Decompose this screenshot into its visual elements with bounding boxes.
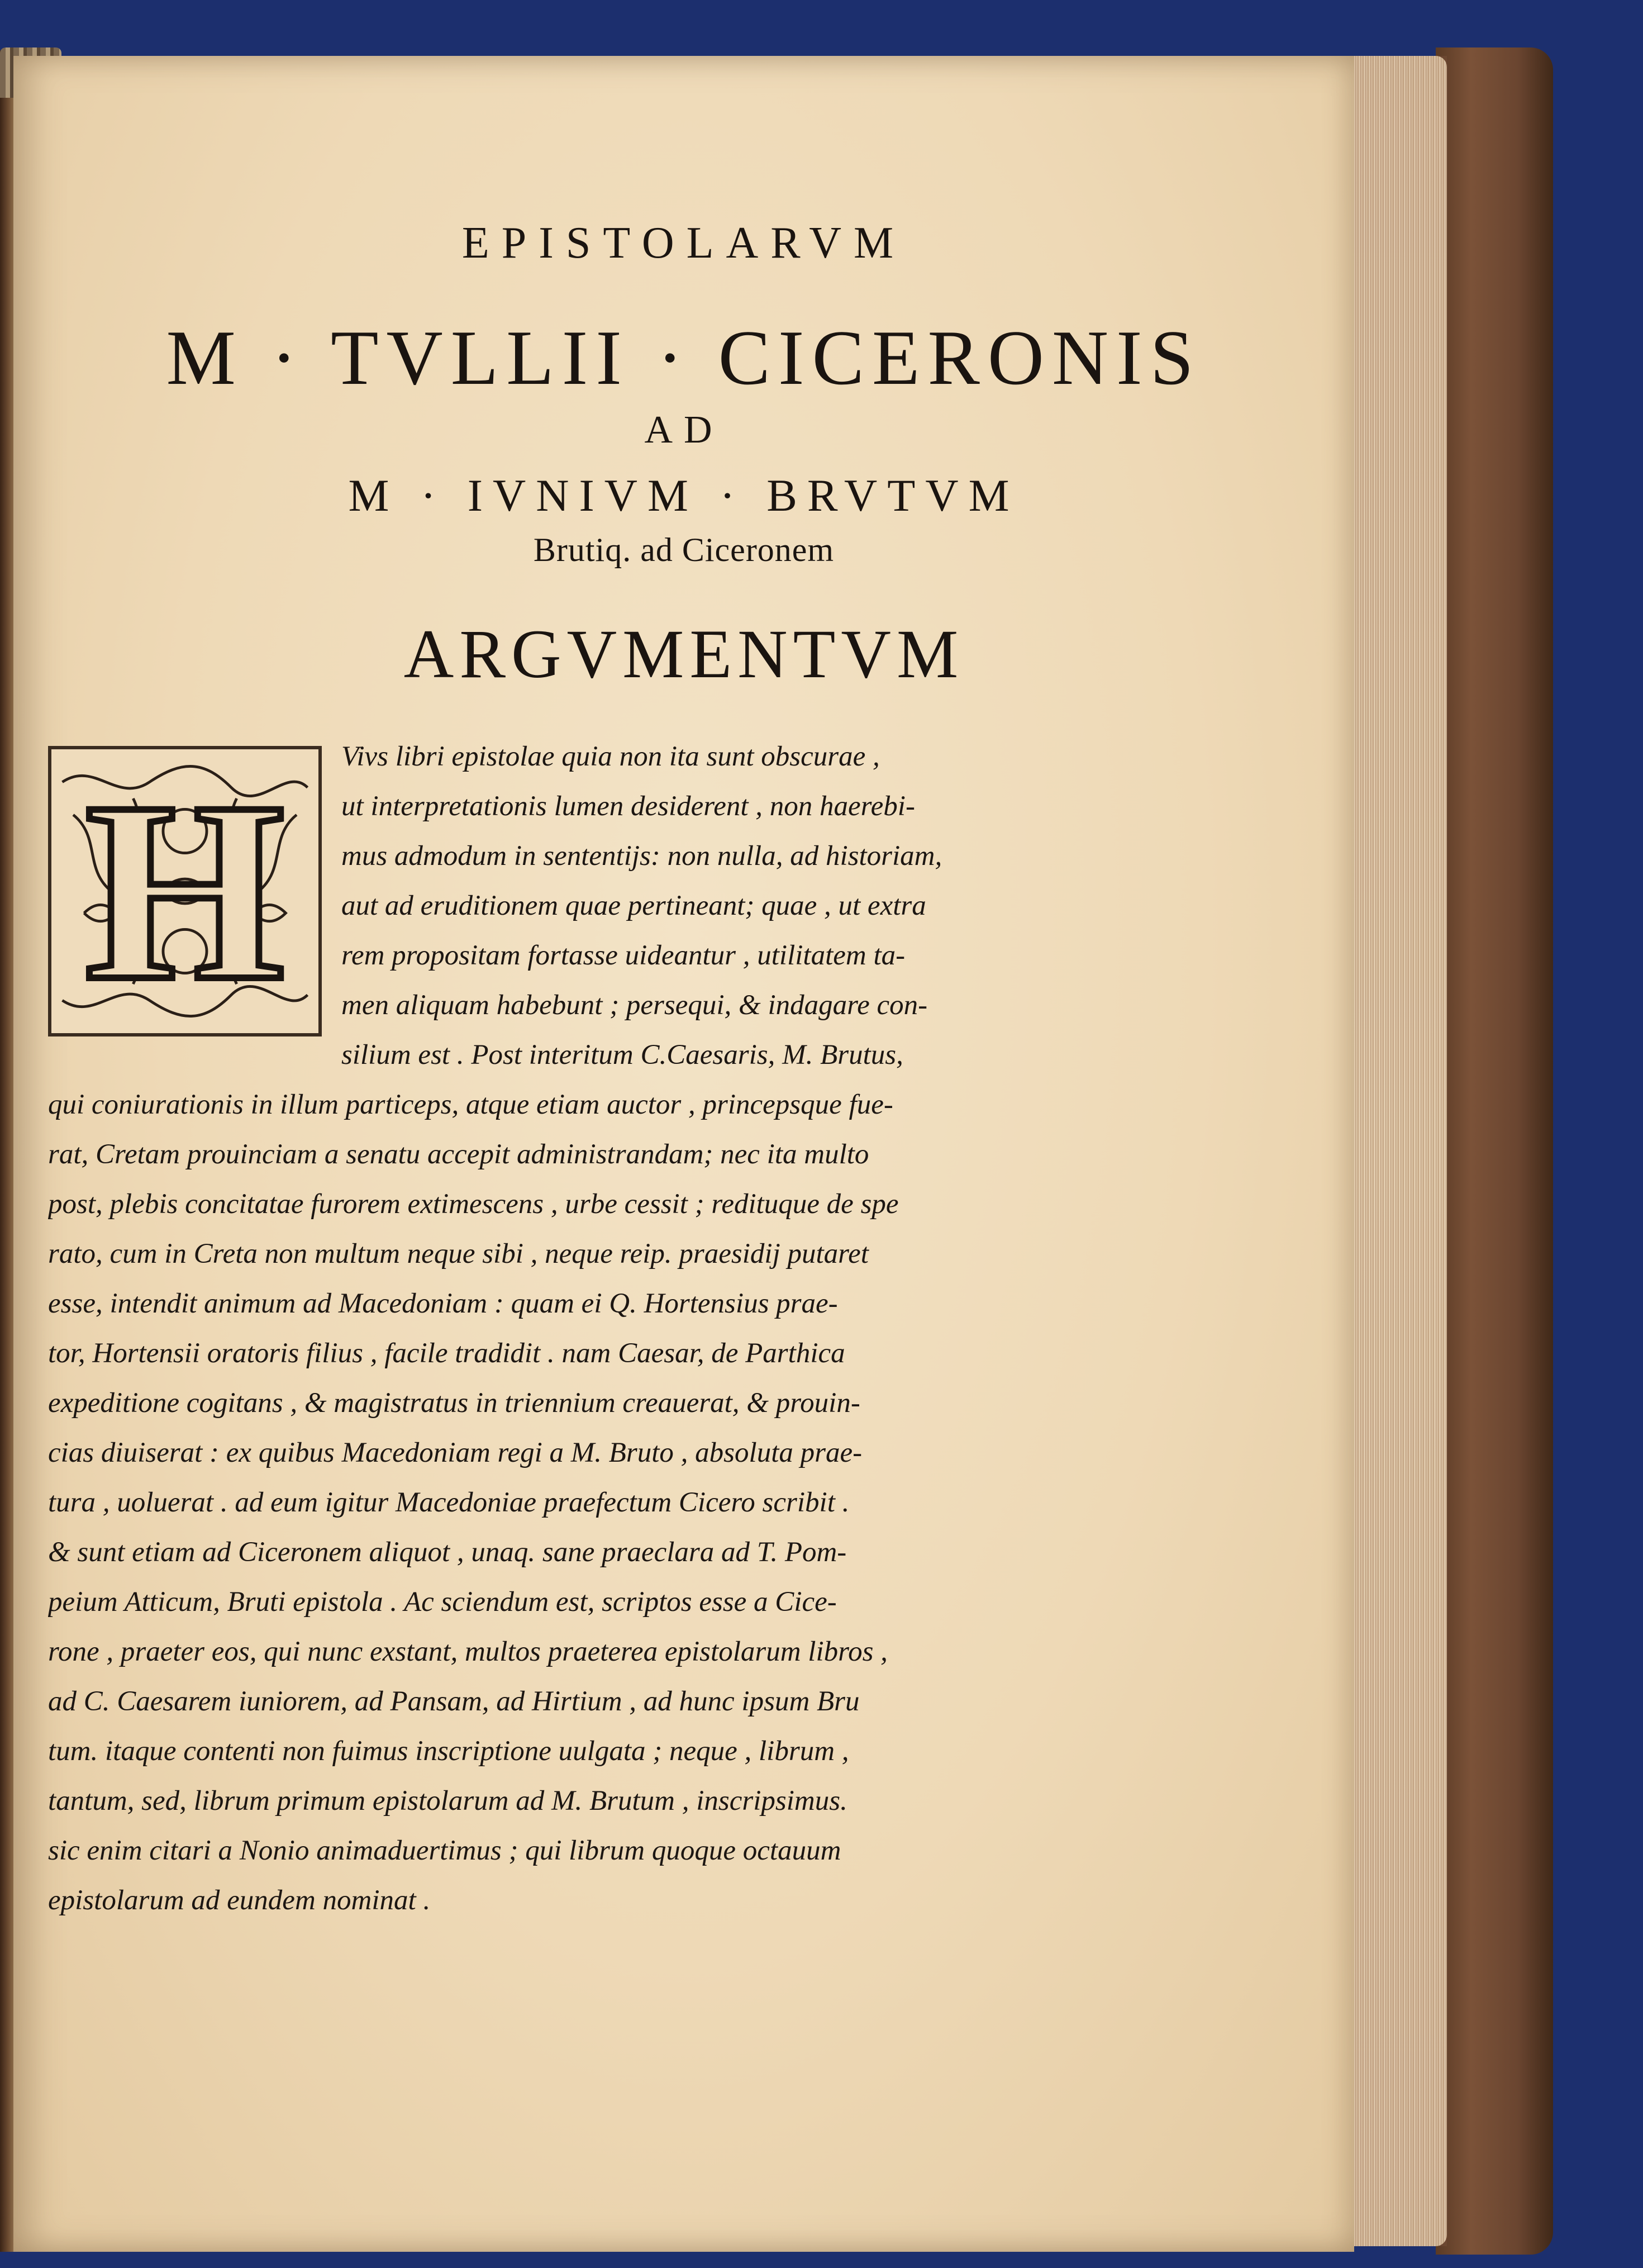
text-line: expeditione cogitans , & magistratus in triennium creauerat, & prouin- [48,1387,860,1419]
text-line: tor, Hortensii oratoris filius , facile tradidit . nam Caesar, de Parthica [48,1338,845,1369]
heading-subtitle: Brutiq. ad Ciceronem [533,531,835,568]
text-line: rat, Cretam prouinciam a senatu accepit administrandam; nec ita multo [48,1139,869,1170]
text-line: epistolarum ad eundem nominat . [48,1885,431,1916]
text-line: qui coniurationis in illum particeps, atque etiam auctor , princepsque fue- [48,1089,893,1120]
text-line: rone , praeter eos, qui nunc exstant, multos praeterea epistolarum libros , [48,1636,888,1667]
initial-letter: H [85,749,285,1034]
heading-ciceronis: M · TVLLII · CICERONIS [166,315,1202,401]
text-line: post, plebis concitatae furorem extimescens , urbe cessit ; redituque de spe [48,1188,899,1220]
text-line: rem propositam fortasse uideantur , utilitatem ta- [341,940,906,971]
text-line: aut ad eruditionem quae pertineant; quae , ut extra [341,890,926,921]
text-line: cias diuiserat : ex quibus Macedoniam regi a M. Bruto , absoluta prae- [48,1437,863,1468]
text-line: silium est . Post interitum C.Caesaris, M. Brutus, [341,1039,903,1071]
argument-text [48,732,1087,1925]
text-line: sic enim citari a Nonio animaduertimus ; qui librum quoque octauum [48,1835,841,1866]
text-line: mus admodum in sententijs: non nulla, ad historiam, [341,840,942,872]
binding-left [0,50,13,2252]
text-line: tantum, sed, librum primum epistolarum ad M. Brutum , inscripsimus. [48,1785,847,1817]
section-title: ARGVMENTVM [403,616,964,692]
text-line: Vivs libri epistolae quia non ita sunt obscurae , [341,741,880,772]
book-page [13,56,1354,2252]
text-line: rato, cum in Creta non multum neque sibi , neque reip. praesidij putaret [48,1238,869,1269]
text-line: men aliquam habebunt ; persequi, & indagare con- [341,990,928,1021]
heading-brutum: M · IVNIVM · BRVTVM [348,470,1020,521]
heading-ad: AD [644,408,723,451]
text-line: esse, intendit animum ad Macedoniam : quam ei Q. Hortensius prae- [48,1288,838,1319]
text-line: peium Atticum, Bruti epistola . Ac sciendum est, scriptos esse a Cice- [48,1586,837,1618]
text-line: ad C. Caesarem iuniorem, ad Pansam, ad Hirtium , ad hunc ipsum Bru [48,1686,860,1717]
page-edges [1341,56,1447,2246]
book-cover-right [1436,47,1553,2255]
heading-epistolarum: EPISTOLARVM [461,218,906,268]
text-line: tura , uoluerat . ad eum igitur Macedoniae praefectum Cicero scribit . [48,1487,850,1518]
text-line: & sunt etiam ad Ciceronem aliquot , unaq. sane praeclara ad T. Pom- [48,1537,847,1568]
text-line: tum. itaque contenti non fuimus inscriptione uulgata ; neque , librum , [48,1736,849,1767]
text-line: ut interpretationis lumen desiderent , non haerebi- [341,791,915,822]
